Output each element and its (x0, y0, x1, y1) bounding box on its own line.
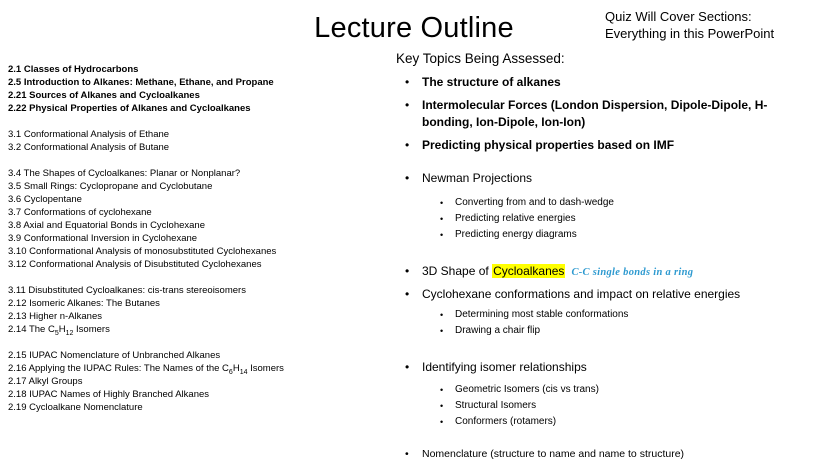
subscript: 5 (54, 329, 59, 337)
key-topics-panel (396, 50, 796, 463)
text-part: 2.16 Applying the IUPAC Rules: The Names of the C (8, 363, 229, 374)
subtopic-bullet (396, 414, 796, 430)
outline-group-nomenclature (8, 349, 394, 414)
topic-text: Nomenclature (structure to name and name to structure) (422, 448, 685, 460)
outline-item: 3.1 Conformational Analysis of Ethane (8, 129, 170, 140)
outline-item: 3.12 Conformational Analysis of Disubstituted Cyclohexanes (8, 259, 262, 270)
bullet-icon: • (405, 448, 409, 460)
quiz-note (605, 8, 805, 42)
topic-bullet (396, 359, 796, 376)
bullet-icon: • (405, 75, 410, 89)
topic-text: The structure of alkanes (422, 75, 561, 89)
subtopic-text: Geometric Isomers (cis vs trans) (455, 384, 599, 395)
bullet-icon: • (405, 171, 410, 185)
subtopic-bullet (396, 382, 796, 398)
outline-item: 3.10 Conformational Analysis of monosubstituted Cyclohexanes (8, 246, 277, 257)
outline-item: 2.22 Physical Properties of Alkanes and Cycloalkanes (8, 103, 251, 114)
bullet-icon: • (440, 326, 444, 336)
topic-bullet-3d-shape (396, 263, 796, 281)
topic-bullet (396, 286, 796, 303)
outline-item: 2.17 Alkyl Groups (8, 376, 83, 387)
subtopic-text: Predicting relative energies (455, 213, 576, 224)
subtopic-bullet (396, 323, 796, 339)
topic-text: Identifying isomer relationships (422, 360, 587, 374)
bullet-icon: • (405, 287, 410, 301)
subtopic-bullet (396, 211, 796, 227)
outline-item: 3.11 Disubstituted Cycloalkanes: cis-trans stereoisomers (8, 285, 246, 296)
outline-group-isomers (8, 284, 394, 336)
topic-bullet (396, 446, 796, 463)
subtopic-bullet (396, 227, 796, 243)
slide-title: Lecture Outline (314, 12, 514, 44)
subtopic-text: Determining most stable conformations (455, 309, 629, 320)
key-topics-heading: Key Topics Being Assessed: (396, 51, 565, 66)
topic-bullet (396, 137, 796, 154)
outline-item: 2.12 Isomeric Alkanes: The Butanes (8, 298, 160, 309)
text-part: 2.14 The C (8, 324, 55, 335)
bullet-icon: • (440, 417, 444, 427)
bullet-icon: • (440, 230, 444, 240)
outline-item: 3.5 Small Rings: Cyclopropane and Cyclobutane (8, 181, 213, 192)
outline-item: 2.21 Sources of Alkanes and Cycloalkanes (8, 90, 200, 101)
highlighted-text: Cycloalkanes (493, 264, 565, 278)
topic-bullet (396, 170, 796, 187)
text-part: 3D Shape of (422, 264, 493, 278)
outline-item: 2.5 Introduction to Alkanes: Methane, Ethane, and Propane (8, 77, 274, 88)
handwritten-annotation: C-C single bonds in a ring (571, 267, 694, 278)
subtopic-bullet (396, 307, 796, 323)
topic-bullet (396, 97, 796, 131)
outline-item: 2.18 IUPAC Names of Highly Branched Alkanes (8, 389, 210, 400)
subscript: 14 (239, 368, 248, 376)
subtopic-bullet (396, 398, 796, 414)
subscript: 6 (228, 368, 233, 376)
bullet-icon: • (405, 98, 410, 112)
subtopic-text: Conformers (rotamers) (455, 416, 557, 427)
text-part: H (232, 363, 240, 374)
topic-text (422, 263, 796, 281)
topic-bullet (396, 74, 796, 91)
bullet-icon: • (440, 401, 444, 411)
subscript: 12 (65, 329, 74, 337)
outline-item: 3.7 Conformations of cyclohexane (8, 207, 152, 218)
text-part: Isomers (73, 324, 110, 335)
bullet-icon: • (440, 198, 444, 208)
topic-text: Intermolecular Forces (London Dispersion, Dipole-Dipole, H-bonding, Ion-Dipole, Ion-Ion) (422, 98, 768, 129)
outline-item: 3.9 Conformational Inversion in Cyclohexane (8, 233, 198, 244)
outline-item: 3.8 Axial and Equatorial Bonds in Cyclohexane (8, 220, 205, 231)
topic-text: Predicting physical properties based on IMF (422, 138, 675, 152)
topic-text: Cyclohexane conformations and impact on relative energies (422, 287, 741, 301)
subtopic-bullet (396, 195, 796, 211)
bullet-icon: • (440, 310, 444, 320)
outline-item: 2.15 IUPAC Nomenclature of Unbranched Alkanes (8, 350, 221, 361)
outline-item: 2.19 Cycloalkane Nomenclature (8, 402, 143, 413)
bullet-icon: • (440, 214, 444, 224)
text-part: H (58, 324, 66, 335)
section-outline (8, 63, 394, 427)
bullet-icon: • (440, 385, 444, 395)
bullet-icon: • (405, 138, 410, 152)
outline-group-conformational (8, 128, 394, 154)
outline-group-cycloalkanes (8, 167, 394, 271)
bullet-icon: • (405, 264, 410, 278)
outline-item-formula (8, 323, 394, 336)
outline-item-formula (8, 362, 394, 375)
quiz-note-line2: Everything in this PowerPoint (605, 26, 775, 41)
subtopic-text: Structural Isomers (455, 400, 537, 411)
subtopic-text: Converting from and to dash-wedge (455, 197, 614, 208)
outline-item: 3.6 Cyclopentane (8, 194, 82, 205)
outline-item: 2.1 Classes of Hydrocarbons (8, 64, 139, 75)
topic-text: Newman Projections (422, 171, 533, 185)
bullet-icon: • (405, 360, 410, 374)
text-part: Isomers (247, 363, 284, 374)
outline-item: 2.13 Higher n-Alkanes (8, 311, 102, 322)
subtopic-text: Predicting energy diagrams (455, 229, 577, 240)
subtopic-text: Drawing a chair flip (455, 325, 541, 336)
outline-group-assessed (8, 63, 394, 115)
quiz-note-line1: Quiz Will Cover Sections: (605, 9, 752, 24)
outline-item: 3.4 The Shapes of Cycloalkanes: Planar or Nonplanar? (8, 168, 241, 179)
outline-item: 3.2 Conformational Analysis of Butane (8, 142, 170, 153)
